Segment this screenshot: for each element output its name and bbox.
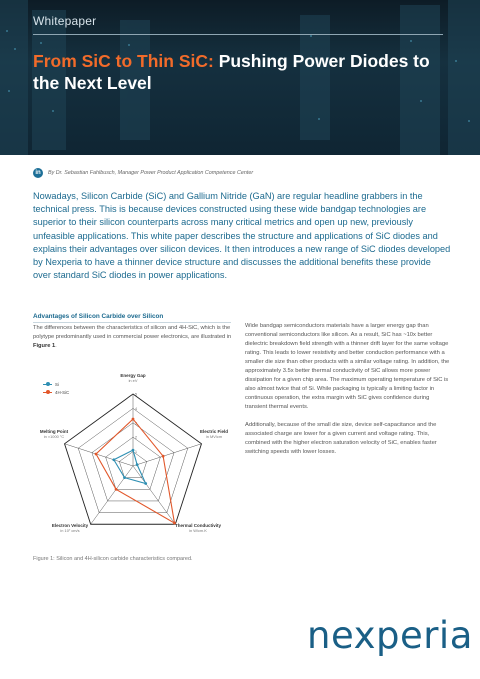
section-paragraph (33, 324, 233, 351)
axis-title: Melting Point (39, 429, 69, 434)
legend-label-si: Si (55, 381, 59, 387)
body-paragraph-2: Additionally, because of the small die size, device self-capacitance and the associated charge are lower for a given current and voltage rating. This, combined with the higher electron saturation velocity of SiC, enables faster switching speeds with lower losses. (245, 422, 437, 455)
axis-unit: in MV/cm (205, 434, 223, 440)
document-type-label: Whitepaper (33, 14, 97, 28)
legend-item-si (43, 380, 69, 388)
axis-label-energy-gap (108, 373, 158, 384)
axis-title: Electric Field (199, 429, 228, 434)
paragraph-prefix: The differences between the characteristics of silicon and 4H-SiC, which is the polytype predominantly used in commercial power electronics, are illustrated in (33, 325, 232, 340)
intro-paragraph: Nowadays, Silicon Carbide (SiC) and Gallium Nitride (GaN) are regular headline grabbers in the technical press. This is because devices constructed using these wide bandgap technologies are superior to their silicon counterparts across many critical metrics and open up new, previously unfeasible applications. This white paper describes the structure and applications of SiC diodes and explains their advantages over silicon devices. It then introduces a new range of SiC diodes developed by Nexperia to have a thinner device structure and discusses the additional benefits these provide over standard SiC diodes in power applications. (33, 191, 451, 281)
data-point-4h-sic-4 (95, 453, 98, 456)
series-line-4h-sic (96, 419, 174, 523)
data-point-si-0 (132, 449, 137, 455)
right-column (245, 322, 450, 457)
page-title (33, 50, 453, 94)
data-point-si-4 (112, 458, 115, 461)
axis-unit: in W/cm.K (189, 528, 207, 534)
data-point-4h-sic-1 (162, 455, 165, 458)
section-heading: Advantages of Silicon Carbide over Silicon (33, 313, 164, 320)
header-banner (0, 0, 480, 155)
axis-title: Electron Velocity (51, 523, 89, 528)
tick-label-3: 3 (135, 421, 137, 426)
paragraph-suffix: . (55, 342, 57, 349)
chart-legend (43, 380, 69, 396)
legend-label-sic: 4H-SiC (55, 389, 70, 395)
figure-reference: Figure 1 (33, 342, 56, 349)
data-point-si-2 (144, 482, 147, 485)
author-line: By Dr. Sebastian Fahlbusch, Manager Power Product Application Competence Center (48, 170, 254, 176)
axis-title: Energy Gap (120, 373, 146, 378)
axis-label-thermal-conductivity (173, 523, 223, 534)
title-rest: Pushing Power Diodes to the Next Level (33, 51, 430, 93)
tick-label-4: 4 (135, 406, 137, 411)
tick-label-5: 5 (135, 392, 137, 397)
radar-chart (33, 371, 233, 551)
axis-label-electric-field (193, 429, 235, 440)
byline (33, 166, 253, 180)
legend-swatch-si (43, 382, 52, 387)
title-accent: From SiC to Thin SiC: (33, 51, 214, 71)
legend-swatch-sic (43, 390, 52, 395)
axis-unit: in ×1000 °C (43, 434, 65, 440)
tick-label-1: 1 (135, 450, 137, 455)
axis-spoke-1 (133, 444, 201, 466)
series-line-si (114, 450, 146, 483)
axis-unit: in 10⁷ cm/s (60, 528, 80, 534)
body-paragraph-1: Wide bandgap semiconductors materials have a larger energy gap than conventional semiconductors like silicon. As a result, SiC has ~10x better dielectric breakdown field strength with a thinner drift layer for the same voltage rating. This leads to lower resistivity and better conduction performance with a smaller die size than other products with a similar voltage rating. In addition, the approximately 3.5x better thermal conductivity of SiC allows more power dissipation for a given chip area. The maximum operating temperature of SiC is also almost twice that of Si. While packaging is typically a limiting factor in continuous operation, the extra margin with SiC gives confidence during transient thermal events. (245, 323, 450, 410)
header-divider (33, 34, 443, 35)
data-point-4h-sic-0 (132, 418, 135, 421)
legend-item-sic (43, 388, 69, 396)
data-point-si-3 (123, 476, 126, 479)
tick-label-2: 2 (135, 435, 137, 440)
axis-label-melting-point (33, 429, 75, 440)
section-divider (33, 322, 231, 323)
axis-title: Thermal Conductivity (174, 523, 221, 528)
figure-caption: Figure 1: Silicon and 4H-silicon carbide characteristics compared. (33, 556, 193, 562)
axis-label-electron-velocity (45, 523, 95, 534)
data-point-4h-sic-3 (115, 488, 118, 491)
axis-unit: in eV (128, 378, 138, 384)
nexperia-logo[interactable]: nexperia (307, 614, 473, 657)
linkedin-icon[interactable]: in (33, 168, 43, 178)
axis-spoke-2 (133, 466, 175, 524)
data-point-si-1 (136, 463, 139, 466)
